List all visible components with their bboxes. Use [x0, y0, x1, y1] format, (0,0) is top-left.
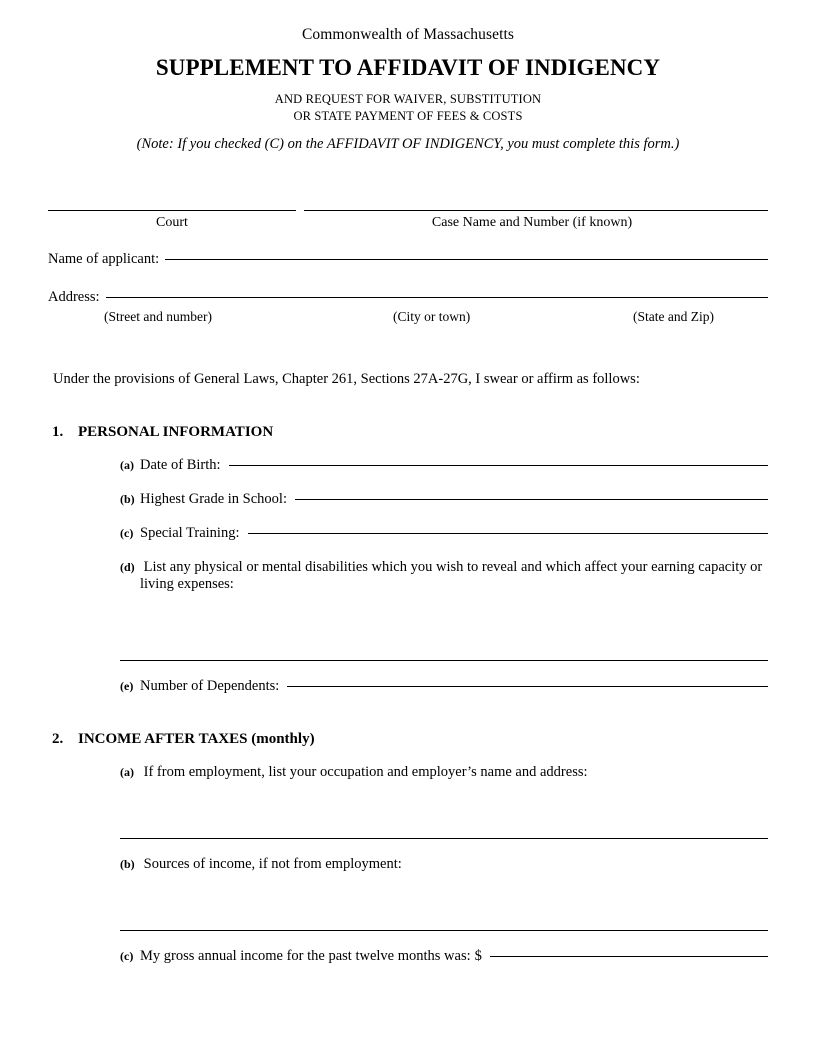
- item-label-other-income-sources: Sources of income, if not from employment:: [143, 856, 402, 872]
- court-label: Court: [156, 215, 188, 230]
- section-1-title: PERSONAL INFORMATION: [78, 424, 274, 440]
- item-letter-b: (b): [120, 492, 135, 506]
- section-1-items: [120, 457, 768, 695]
- applicant-row: [48, 251, 768, 268]
- gross-annual-income-input-line[interactable]: [490, 955, 768, 957]
- city-sublabel: (City or town): [393, 309, 471, 324]
- section-2-title: INCOME AFTER TAXES (monthly): [78, 731, 315, 747]
- item-highest-grade: [120, 491, 768, 508]
- section-income-after-taxes: [48, 731, 768, 965]
- item-label-disabilities: List any physical or mental disabilities which you wish to reveal and which affect your earning capacity or: [143, 559, 763, 575]
- item-letter-c: (c): [120, 526, 134, 540]
- applicant-input-line[interactable]: [165, 258, 768, 260]
- court-input-line[interactable]: [48, 209, 296, 211]
- other-income-write-area[interactable]: [120, 873, 768, 929]
- street-sublabel: (Street and number): [104, 309, 212, 324]
- item-letter-b-2: (b): [120, 857, 135, 871]
- item-label-date-of-birth: Date of Birth:: [140, 457, 221, 473]
- section-1-heading: [52, 424, 768, 441]
- section-1-number: 1.: [52, 424, 64, 440]
- item-label-gross-annual-income: My gross annual income for the past twelve months was:: [140, 948, 471, 964]
- other-income-input-line[interactable]: [120, 929, 768, 931]
- section-2-heading: [52, 731, 768, 748]
- commonwealth-heading: Commonwealth of Massachusetts: [301, 26, 515, 43]
- address-sublabels: [48, 309, 768, 327]
- address-label: Address:: [48, 289, 100, 305]
- form-note: (Note: If you checked (C) on the AFFIDAVIT OF INDIGENCY, you must complete this form.): [136, 136, 680, 152]
- section-2-items: [120, 764, 768, 965]
- subtitle-line-2: OR STATE PAYMENT OF FEES & COSTS: [293, 109, 523, 123]
- disabilities-write-area[interactable]: [120, 593, 768, 659]
- state-zip-sublabel: (State and Zip): [633, 309, 714, 324]
- page-title: SUPPLEMENT TO AFFIDAVIT OF INDIGENCY: [155, 55, 661, 80]
- date-of-birth-input-line[interactable]: [229, 464, 768, 466]
- section-2-number: 2.: [52, 731, 64, 747]
- address-row: [48, 289, 768, 306]
- currency-symbol: $: [474, 948, 482, 964]
- item-label-dependents: Number of Dependents:: [140, 678, 280, 694]
- caption-rule-row: [48, 197, 768, 211]
- item-letter-a: (a): [120, 458, 134, 472]
- address-input-line[interactable]: [106, 296, 768, 298]
- case-input-line[interactable]: [304, 209, 768, 211]
- item-other-income-sources: [120, 856, 768, 931]
- item-special-training: [120, 525, 768, 542]
- employment-input-line[interactable]: [120, 837, 768, 839]
- item-label-special-training: Special Training:: [140, 525, 240, 541]
- disabilities-input-line[interactable]: [120, 659, 768, 661]
- item-gross-annual-income: [120, 948, 768, 965]
- item-date-of-birth: [120, 457, 768, 474]
- item-label-highest-grade: Highest Grade in School:: [140, 491, 287, 507]
- dependents-input-line[interactable]: [287, 685, 768, 687]
- provisions-text: Under the provisions of General Laws, Chapter 261, Sections 27A-27G, I swear or affirm as follows:: [53, 371, 640, 387]
- item-letter-d: (d): [120, 560, 135, 574]
- caption-labels: [48, 215, 768, 231]
- highest-grade-input-line[interactable]: [295, 498, 768, 500]
- item-number-of-dependents: [120, 678, 768, 695]
- subtitle-line-1: AND REQUEST FOR WAIVER, SUBSTITUTION: [274, 92, 542, 106]
- applicant-label: Name of applicant:: [48, 251, 160, 267]
- employment-write-area[interactable]: [120, 781, 768, 837]
- item-employment-info: [120, 764, 768, 839]
- item-letter-c-2: (c): [120, 949, 134, 963]
- item-letter-e: (e): [120, 679, 134, 693]
- special-training-input-line[interactable]: [248, 532, 769, 534]
- item-label-disabilities-cont: living expenses:: [140, 576, 234, 592]
- section-personal-information: [48, 424, 768, 695]
- item-label-employment-info: If from employment, list your occupation and employer’s name and address:: [143, 764, 588, 780]
- case-label: Case Name and Number (if known): [431, 215, 633, 230]
- item-letter-a-2: (a): [120, 765, 134, 779]
- item-disabilities: [120, 559, 768, 661]
